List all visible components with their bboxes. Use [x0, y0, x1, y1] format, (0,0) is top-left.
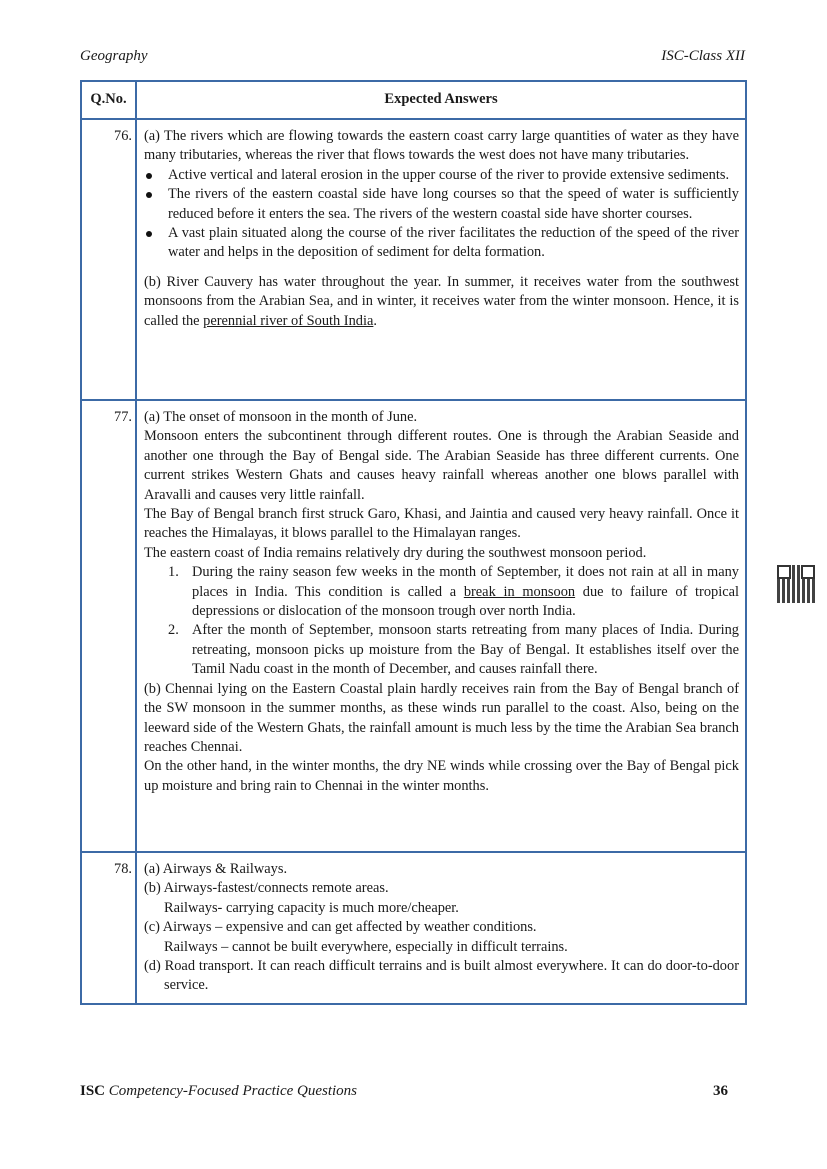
list-item: A vast plain situated along the course of the river facilitates the reduction of the speed of the river water and helps in the deposition of sediment for delta formation. — [144, 224, 739, 263]
table-row — [81, 400, 746, 852]
table-row — [81, 852, 746, 1004]
table-header-row — [81, 81, 746, 119]
answer-text: The eastern coast of India remains relatively dry during the southwest monsoon period. — [144, 544, 647, 561]
answer-cell — [136, 852, 746, 1004]
class-header: ISC-Class XII — [661, 48, 745, 64]
underlined-term: perennial river of South India — [203, 312, 374, 329]
answers-table — [80, 80, 747, 1005]
page-number: 36 — [713, 1083, 728, 1099]
bullet-list — [144, 166, 739, 263]
answer-text: (b) Chennai lying on the Eastern Coastal plain hardly receives rain from the Bay of Bengal branch of the SW monsoon in the summer months, as these winds run parallel to the coast. Also, being on the leeward side of the Western Ghats, the rainfall amount is much less by the time the Arabian Sea branch reaches Chennai. — [144, 680, 739, 755]
answers-header: Expected Answers — [136, 81, 746, 119]
question-number: 77. — [81, 400, 136, 852]
underlined-term: break in monsoon — [463, 583, 576, 600]
question-number: 78. — [81, 852, 136, 1004]
answer-text: (a) The onset of monsoon in the month of June. — [144, 409, 418, 425]
question-number: 76. — [81, 119, 136, 400]
answer-cell — [136, 119, 746, 400]
answer-text: Monsoon enters the subcontinent through different routes. One is through the Arabian Seaside and another one through the Bay of Bengal side. The Arabian Seaside has three different currents. One current strikes Western Ghats and causes heavy rainfall whereas another one blows parallel with Aravalli and causes very little rainfall. — [144, 428, 739, 503]
answer-text: Railways- carrying capacity is much more/cheaper. — [164, 899, 459, 916]
list-item: Active vertical and lateral erosion in the upper course of the river to provide extensive sediments. — [144, 166, 739, 185]
answer-text — [144, 273, 739, 331]
footer-brand: ISC — [80, 1083, 106, 1099]
text: During the rainy season few weeks in the month of September, it does not rain at all in many places in India. This condition is called a — [192, 564, 739, 600]
list-item — [144, 621, 739, 679]
answer-text: (d) Road transport. It can reach difficult terrains and is built almost everywhere. It can do door-to-door service. — [144, 958, 739, 994]
answer-cell — [136, 400, 746, 852]
numbered-list — [144, 563, 739, 679]
list-item: The rivers of the eastern coastal side have long courses so that the speed of water is sufficiently reduced before it enters the sea. The rivers of the western coastal side have shorter courses. — [144, 185, 739, 224]
qr-code — [777, 565, 815, 603]
answer-text: Railways – cannot be built everywhere, especially in difficult terrains. — [164, 938, 568, 955]
text: . — [373, 312, 377, 329]
footer-title — [80, 1083, 357, 1100]
subject-header: Geography — [80, 48, 148, 64]
table-row — [81, 119, 746, 400]
answer-text: (a) The rivers which are flowing towards the eastern coast carry large quantities of water as they have many tributaries, whereas the river that flows towards the west does not have many tributaries. — [144, 128, 739, 164]
footer-text: Competency-Focused Practice Questions — [108, 1083, 358, 1099]
text: due to failure of tropical depressions or dislocation of the monsoon trough over north India. — [192, 583, 739, 620]
answer-text: (c) Airways – expensive and can get affected by weather conditions. — [144, 919, 537, 936]
answer-text: On the other hand, in the winter months, the dry NE winds while crossing over the Bay of Bengal pick up moisture and bring rain to Chennai in the winter months. — [144, 758, 739, 794]
text: (b) River Cauvery has water throughout the year. In summer, it receives water from the southwest monsoons from the Arabian Sea, and in winter, it receives water from the winter monsoon. Hence, it is called the — [144, 273, 739, 329]
text: After the month of September, monsoon starts retreating from many places of India. During retreating, monsoon picks up moisture from the Bay of Bengal. It establishes itself over the Tamil Nadu coast in the month of December, and causes rainfall there. — [192, 622, 739, 678]
qno-header: Q.No. — [81, 81, 136, 119]
answer-text: The Bay of Bengal branch first struck Garo, Khasi, and Jaintia and caused very heavy rainfall. Once it reaches the Himalayas, it blows parallel to the Himalayan ranges. — [144, 506, 739, 542]
item-number: 2. — [168, 622, 179, 639]
answer-text: (b) Airways-fastest/connects remote areas. — [144, 880, 389, 897]
answer-text: (a) Airways & Railways. — [144, 861, 288, 877]
list-item — [144, 563, 739, 621]
item-number: 1. — [168, 564, 179, 581]
